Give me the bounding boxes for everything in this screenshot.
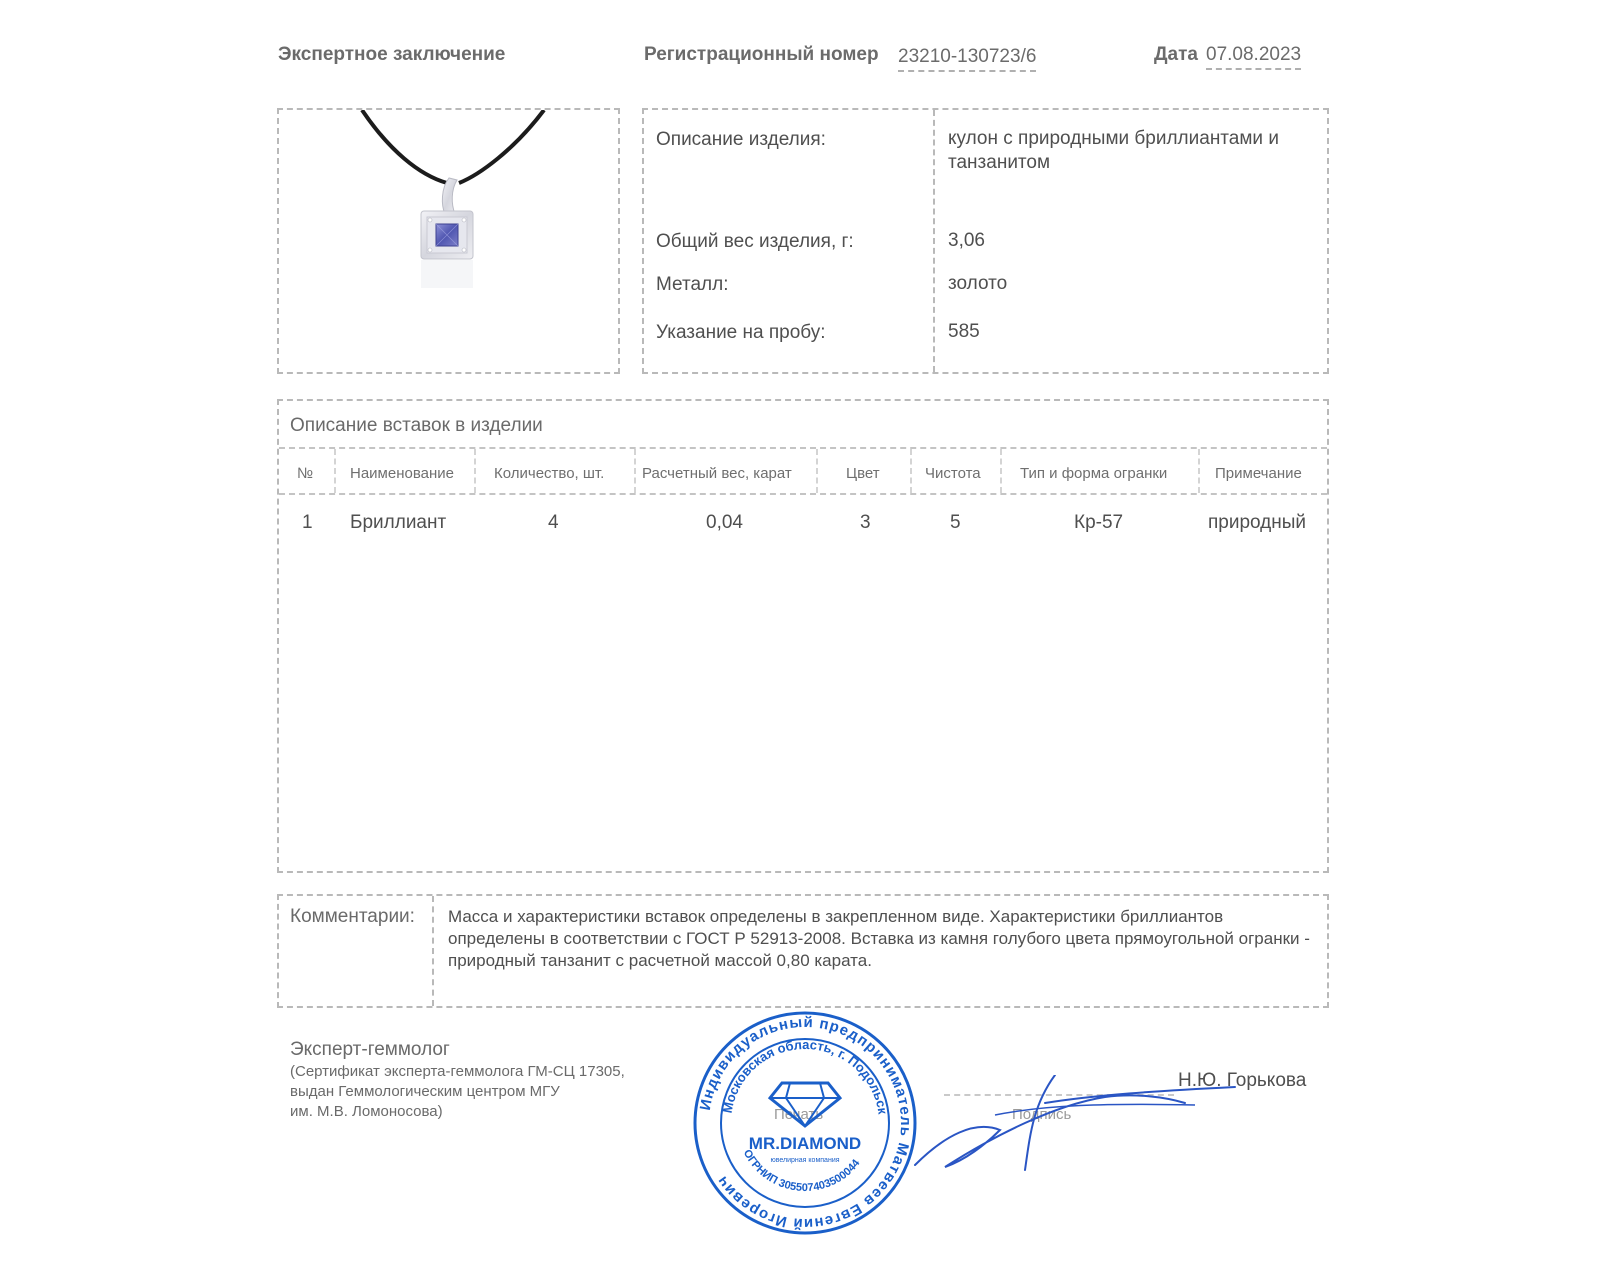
expert-title: Эксперт-геммолог <box>290 1039 450 1060</box>
stamp-brand: MR.DIAMOND <box>748 1134 862 1153</box>
stamp-brand-sub: ювелирная компания <box>770 1157 840 1164</box>
inserts-header-bottom-line <box>279 493 1327 495</box>
cell-cut: Кр-57 <box>1074 512 1124 533</box>
column-separator <box>334 449 336 493</box>
metal-label: Металл: <box>656 274 729 295</box>
certificate-line: им. М.В. Ломоносова) <box>290 1103 443 1120</box>
signature-hint: Подпись <box>1012 1106 1072 1123</box>
column-header-weight: Расчетный вес, карат <box>642 465 792 482</box>
assay-value: 585 <box>948 321 980 342</box>
comments-label: Комментарии: <box>290 906 415 927</box>
cell-quantity: 4 <box>548 512 559 533</box>
certificate-line: выдан Геммологическим центром МГУ <box>290 1083 560 1100</box>
company-stamp <box>690 1008 920 1238</box>
metal-value: золото <box>948 273 1008 294</box>
comments-divider <box>432 896 434 1006</box>
column-header-clarity: Чистота <box>925 465 981 482</box>
column-separator <box>816 449 818 493</box>
assay-label: Указание на пробу: <box>656 322 826 343</box>
product-photo-frame <box>277 108 620 374</box>
description-label: Описание изделия: <box>656 129 826 150</box>
document-title: Экспертное заключение <box>278 44 506 65</box>
pendant-photo <box>279 110 618 372</box>
diamond-icon <box>770 1083 840 1126</box>
comments-text: Масса и характеристики вставок определены в закрепленном виде. Характеристики бриллиантов определены в соответствии с ГОСТ Р 52913-2008. Вставка из камня голубого цвета прямоугольной огранки - природный танзанит с расчетной массой 0,80 карата. <box>448 907 1310 970</box>
reg-number-value: 23210-130723/6 <box>898 46 1036 72</box>
column-separator <box>1198 449 1200 493</box>
stamp-inner-text: Московская область, г. Подольск <box>719 1036 891 1116</box>
expert-name: Н.Ю. Горькова <box>1178 1070 1307 1091</box>
cell-clarity: 5 <box>950 512 961 533</box>
column-header-cut: Тип и форма огранки <box>1020 465 1168 482</box>
cell-name: Бриллиант <box>350 512 447 533</box>
weight-label: Общий вес изделия, г: <box>656 231 854 252</box>
cell-color: 3 <box>860 512 871 533</box>
inserts-header-top-line <box>279 447 1327 449</box>
column-separator <box>1000 449 1002 493</box>
cell-weight: 0,04 <box>706 512 743 533</box>
column-separator <box>910 449 912 493</box>
stamp-outer-text: Индивидуальный предприниматель Матвеев Евгений Игоревич <box>696 1013 915 1233</box>
column-header-color: Цвет <box>846 465 880 482</box>
seal-hint: Печать <box>774 1106 824 1123</box>
column-header-note: Примечание <box>1215 465 1302 482</box>
expert-certificate <box>290 1062 625 1122</box>
date-label: Дата <box>1154 44 1198 65</box>
weight-value: 3,06 <box>948 230 985 251</box>
column-header-quantity: Количество, шт. <box>494 465 605 482</box>
inserts-title: Описание вставок в изделии <box>290 415 543 436</box>
column-separator <box>474 449 476 493</box>
handwritten-signature <box>905 1075 1245 1175</box>
reg-number-label: Регистрационный номер <box>644 44 879 65</box>
certificate-line: (Сертификат эксперта-геммолога ГМ-СЦ 17305, <box>290 1063 625 1080</box>
item-box-divider <box>933 110 935 372</box>
column-header-name: Наименование <box>350 465 454 482</box>
svg-text:ОГРНИП 305507403500044 <box>741 1148 863 1194</box>
date-value: 07.08.2023 <box>1206 44 1301 70</box>
description-value: кулон с природными бриллиантами и танзанитом <box>948 128 1279 173</box>
cell-number: 1 <box>302 512 313 533</box>
cell-note: природный <box>1208 512 1307 533</box>
stamp-ogrnip: ОГРНИП 305507403500044 <box>740 1147 863 1195</box>
column-header-number: № <box>297 465 314 482</box>
column-separator <box>634 449 636 493</box>
